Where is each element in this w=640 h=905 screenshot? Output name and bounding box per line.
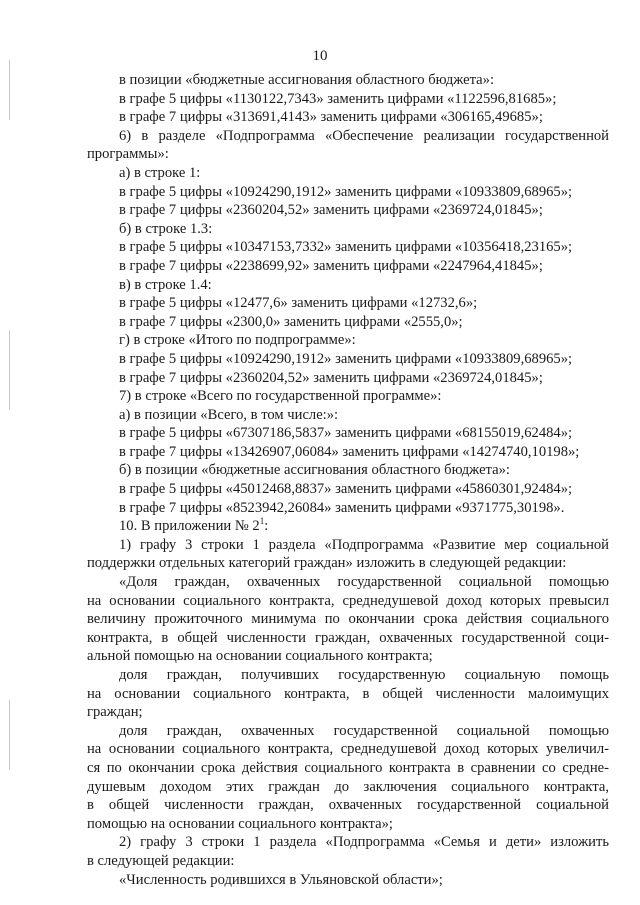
text-line: [87, 220, 609, 239]
text-line-content: ся по окончании срока действия социального контракта в сравнении со средне-: [87, 759, 609, 776]
text-line-content: г) в строке «Итого по подпрограмме»:: [119, 332, 356, 349]
text-line: [87, 369, 609, 388]
text-line: [87, 629, 609, 648]
text-line: [87, 145, 609, 164]
text-line: [87, 778, 609, 797]
text-line-content: в) в строке 1.4:: [119, 276, 212, 293]
text-line: [87, 480, 609, 499]
text-line-content: в графе 5 цифры «10347153,7332» заменить цифрами «10356418,23165»;: [119, 239, 573, 256]
text-line: [87, 554, 609, 573]
text-line: [87, 833, 609, 852]
text-line: [87, 183, 609, 202]
text-line: [87, 108, 609, 127]
text-line-content: в графе 5 цифры «67307186,5837» заменить цифрами «68155019,62484»;: [119, 425, 573, 442]
text-line-content: доля граждан, охваченных государственной социальной помощью: [119, 722, 609, 739]
text-line: [87, 443, 609, 462]
text-line: [87, 722, 609, 741]
text-line-content: величину прожиточного минимума по окончании срока действия социального: [87, 611, 609, 628]
text-line-content: «Численность родившихся в Ульяновской области»;: [119, 871, 443, 888]
text-line: [87, 238, 609, 257]
scan-margin-mark: [9, 60, 10, 120]
text-line-content: в графе 7 цифры «313691,4143» заменить цифрами «306165,49685»;: [119, 109, 543, 126]
page-number: 10: [312, 48, 328, 64]
text-line-content: б) в строке 1.3:: [119, 220, 213, 237]
text-line-content: в графе 5 цифры «12477,6» заменить цифрами «12732,6»;: [119, 295, 478, 312]
text-line: [87, 740, 609, 759]
text-line-content: альной помощью на основании социального контракта;: [87, 648, 433, 665]
text-line-content: 6) в разделе «Подпрограмма «Обеспечение реализации государственной: [119, 127, 609, 144]
text-line-content: в общей численности граждан, охваченных государственной социальной: [87, 797, 609, 814]
text-line-content: на основании социального контракта, среднедушевой доход которых превысил: [87, 592, 609, 609]
text-line: [87, 90, 609, 109]
text-line-content: 7) в строке «Всего по государственной программе»:: [119, 388, 442, 405]
text-line: [87, 424, 609, 443]
text-line-content: доля граждан, получивших государственную социальную помощь: [119, 667, 609, 683]
text-line: [87, 331, 609, 350]
text-line-content: а) в позиции «Всего, в том числе:»:: [119, 406, 339, 423]
text-line: [87, 536, 609, 555]
text-line: [87, 573, 609, 592]
text-line-content: 1) графу 3 строки 1 раздела «Подпрограмма «Развитие мер социальной: [119, 536, 609, 553]
text-line: [87, 703, 609, 722]
document-body: [87, 71, 609, 889]
text-line-content: граждан;: [87, 704, 143, 721]
text-line: [87, 666, 609, 685]
text-line: [87, 164, 609, 183]
superscript: 1: [259, 516, 265, 527]
scan-margin-mark: [9, 700, 10, 770]
text-line-content: душевым доходом этих граждан до заключения социального контракта,: [87, 778, 609, 795]
text-line: [87, 127, 609, 146]
text-line-content: 2) графу 3 строки 1 раздела «Подпрограмма «Семья и дети» изложить: [119, 834, 609, 851]
text-line-content: б) в позиции «бюджетные ассигнования областного бюджета»:: [119, 462, 510, 479]
text-line: [87, 499, 609, 518]
text-line-content: в графе 7 цифры «2360204,52» заменить цифрами «2369724,01845»;: [119, 369, 543, 386]
text-line: [87, 815, 609, 834]
text-line-content: в графе 7 цифры «13426907,06084» заменить цифрами «14274740,10198»;: [119, 443, 580, 460]
text-line: [87, 647, 609, 666]
text-line-content: в графе 7 цифры «2300,0» заменить цифрами «2555,0»;: [119, 313, 463, 330]
text-line-content: в графе 7 цифры «2238699,92» заменить цифрами «2247964,41845»;: [119, 257, 543, 274]
text-line-content: а) в строке 1:: [119, 164, 201, 181]
text-line: [87, 592, 609, 611]
text-line-content: в графе 7 цифры «2360204,52» заменить цифрами «2369724,01845»;: [119, 202, 543, 219]
text-line: [87, 406, 609, 425]
text-line-content: в графе 5 цифры «1130122,7343» заменить цифрами «1122596,81685»;: [119, 90, 557, 107]
text-line: [87, 276, 609, 295]
text-line: [87, 461, 609, 480]
text-line: [87, 852, 609, 871]
text-line: [87, 517, 609, 536]
text-line: [87, 759, 609, 778]
text-line-content: в графе 5 цифры «10924290,1912» заменить цифрами «10933809,68965»;: [119, 350, 573, 367]
text-line-content: в графе 7 цифры «8523942,26084» заменить цифрами «9371775,30198».: [119, 499, 565, 516]
text-line-content: в графе 5 цифры «45012468,8837» заменить цифрами «45860301,92484»;: [119, 481, 573, 498]
text-line-content: «Доля граждан, охваченных государственной социальной помощью: [119, 574, 609, 591]
text-line-content: 10. В приложении № 2: [119, 518, 260, 535]
text-line-content: на основании социального контракта, в общей численности малоимущих: [87, 685, 609, 702]
text-line-tail: :: [264, 518, 269, 535]
text-line: [87, 294, 609, 313]
text-line-content: поддержки отдельных категорий граждан» изложить в следующей редакции:: [87, 555, 567, 572]
text-line: [87, 201, 609, 220]
text-line-content: на основании социального контракта, среднедушевой доход которых увеличил-: [87, 741, 609, 758]
text-line: [87, 257, 609, 276]
text-line-content: программы»:: [87, 146, 169, 163]
text-line: [87, 685, 609, 704]
text-line: [87, 871, 609, 890]
text-line: [87, 350, 609, 369]
scan-margin-mark: [9, 330, 10, 410]
text-line: [87, 313, 609, 332]
text-line-content: контракта, в общей численности граждан, охваченных государственной соци-: [87, 629, 609, 646]
text-line-content: в следующей редакции:: [87, 852, 235, 869]
text-line-content: помощью на основании социального контракта»;: [87, 815, 393, 832]
text-line: [87, 796, 609, 815]
text-line-content: в позиции «бюджетные ассигнования областного бюджета»:: [119, 72, 494, 88]
text-line: [87, 610, 609, 629]
text-line-content: в графе 5 цифры «10924290,1912» заменить цифрами «10933809,68965»;: [119, 183, 573, 200]
text-line: [87, 387, 609, 406]
text-line: [87, 71, 609, 90]
